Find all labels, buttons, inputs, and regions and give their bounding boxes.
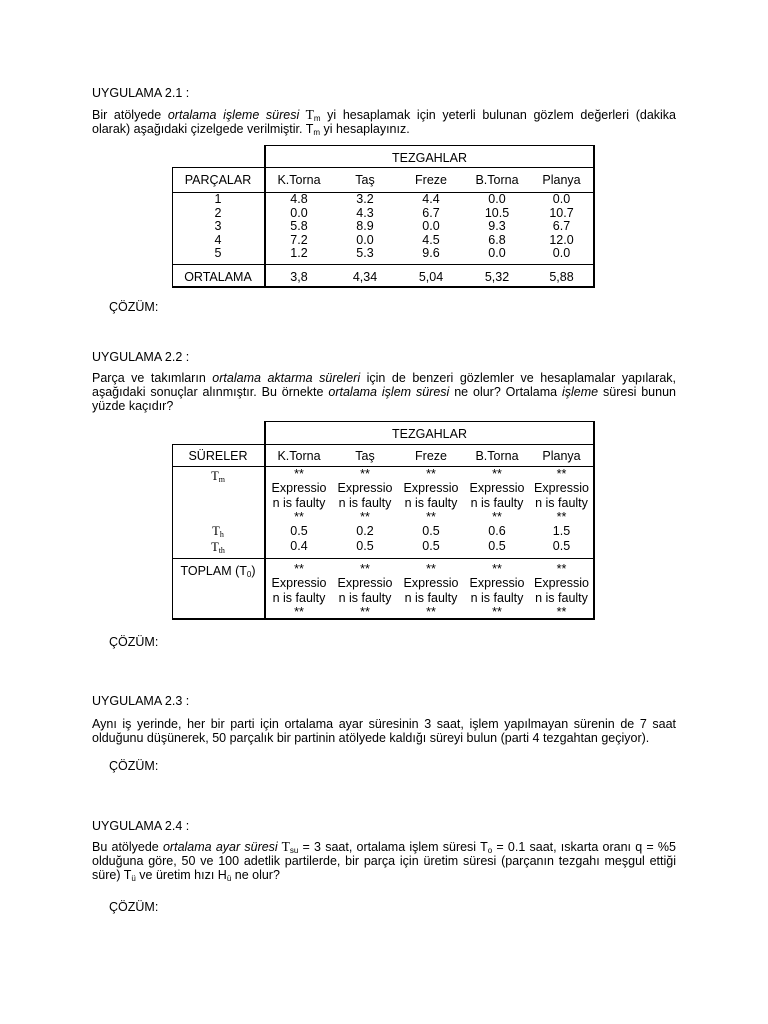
values-column: 3.2 4.3 8.9 0.0 5.3	[356, 192, 374, 261]
expression-error-cell: ** Expressio n is faulty **	[271, 467, 327, 525]
expression-error-cell: ** Expressio n is faulty **	[337, 562, 393, 620]
values-column: 0.2 0.5	[356, 524, 374, 553]
exercise-2-3-title: UYGULAMA 2.3 :	[92, 694, 190, 708]
row-label-tth: $T_{th}$	[211, 540, 225, 555]
exercise-2-3-text: Aynı iş yerinde, her bir parti için ortalama ayar süresinin 3 saat, işlem yapılmayan sürenin de 7 saat olduğunu düşünerek, 50 parçalık bir partinin atölyede kaldığı süreyi bulun (parti 4 tezgahtan geçiyor).	[92, 717, 676, 745]
solution-label: ÇÖZÜM:	[109, 759, 159, 773]
values-column: 4.4 6.7 0.0 4.5 9.6	[422, 192, 440, 261]
values-column: 0.5 0.5	[422, 524, 440, 553]
solution-label: ÇÖZÜM:	[109, 635, 159, 649]
table-group-header: TEZGAHLAR	[391, 427, 467, 441]
column-header: K.Torna	[277, 449, 321, 463]
column-header: Planya	[542, 173, 581, 187]
column-header: B.Torna	[475, 449, 519, 463]
average-value: 5,32	[484, 270, 510, 284]
average-value: 3,8	[290, 270, 308, 284]
exercise-2-4-text: Bu atölyede ortalama ayar süresi $T_{su} = 3$ saat, ortalama işlem süresi $T_o = 0.1$ saat, ıskarta oranı q = %5 olduğuna göre, 50 ve 100 adetlik partilerde, bir parça için üretim süresi (parçanın tezgahı meşgul ettiği süre) $T_ü$ ve üretim hızı $H_ü$ ne olur?	[92, 839, 676, 883]
expression-error-cell: ** Expressio n is faulty **	[337, 467, 393, 525]
expression-error-cell: ** Expressio n is faulty **	[534, 467, 589, 525]
values-column: 0.5 0.4	[290, 524, 308, 553]
part-numbers: 1 2 3 4 5	[214, 192, 222, 261]
exercise-2-4-title: UYGULAMA 2.4 :	[92, 819, 190, 833]
values-column: 0.0 10.7 6.7 12.0 0.0	[549, 192, 574, 261]
solution-label: ÇÖZÜM:	[109, 300, 159, 314]
row-header-durations: SÜRELER	[188, 449, 248, 463]
values-column: 1.5 0.5	[552, 524, 571, 553]
exercise-2-1-text: Bir atölyede ortalama işleme süresi $T_m$ yi hesaplamak için yeterli bulunan gözlem değerleri (dakika olarak) aşağıdaki çizelgede verilmiştir. $T_m$ yi hesaplayınız.	[92, 107, 677, 137]
average-value: 4,34	[352, 270, 378, 284]
expression-error-cell: ** Expressio n is faulty **	[534, 562, 589, 620]
column-header: Taş	[355, 449, 375, 463]
column-header: Taş	[355, 173, 375, 187]
solution-label: ÇÖZÜM:	[109, 900, 159, 914]
exercise-2-2-text: Parça ve takımların ortalama aktarma süreleri için de benzeri gözlemler ve hesaplamalar yapılarak, aşağıdaki sonuçlar alınmıştır. Bu örnekte ortalama işlem süresi ne olur? Ortalama işleme süresi bunun yüzde kaçıdır?	[92, 371, 677, 413]
exercise-2-1-title: UYGULAMA 2.1 :	[92, 86, 190, 100]
transfer-time-table	[172, 421, 595, 621]
expression-error-cell: ** Expressio n is faulty **	[403, 562, 459, 620]
total-label: TOPLAM $(T_0)$	[180, 564, 256, 579]
average-value: 5,88	[549, 270, 574, 284]
column-header: Planya	[542, 449, 581, 463]
expression-error-cell: ** Expressio n is faulty **	[469, 562, 525, 620]
row-header-parts: PARÇALAR	[184, 173, 252, 187]
expression-error-cell: ** Expressio n is faulty **	[403, 467, 459, 525]
values-column: 0.0 10.5 9.3 6.8 0.0	[484, 192, 510, 261]
values-column: 4.8 0.0 5.8 7.2 1.2	[290, 192, 308, 261]
row-label-tm: $T_m$	[211, 469, 225, 484]
processing-time-table	[172, 145, 595, 288]
exercise-2-2-title: UYGULAMA 2.2 :	[92, 350, 190, 364]
column-header: Freze	[415, 173, 447, 187]
values-column: 0.6 0.5	[488, 524, 506, 553]
table-group-header: TEZGAHLAR	[391, 151, 467, 165]
average-value: 5,04	[418, 270, 444, 284]
average-label: ORTALAMA	[184, 270, 252, 284]
expression-error-cell: ** Expressio n is faulty **	[469, 467, 525, 525]
column-header: B.Torna	[475, 173, 519, 187]
column-header: K.Torna	[277, 173, 321, 187]
column-header: Freze	[415, 449, 447, 463]
row-label-th: $T_h$	[212, 524, 224, 539]
expression-error-cell: ** Expressio n is faulty **	[271, 562, 327, 620]
